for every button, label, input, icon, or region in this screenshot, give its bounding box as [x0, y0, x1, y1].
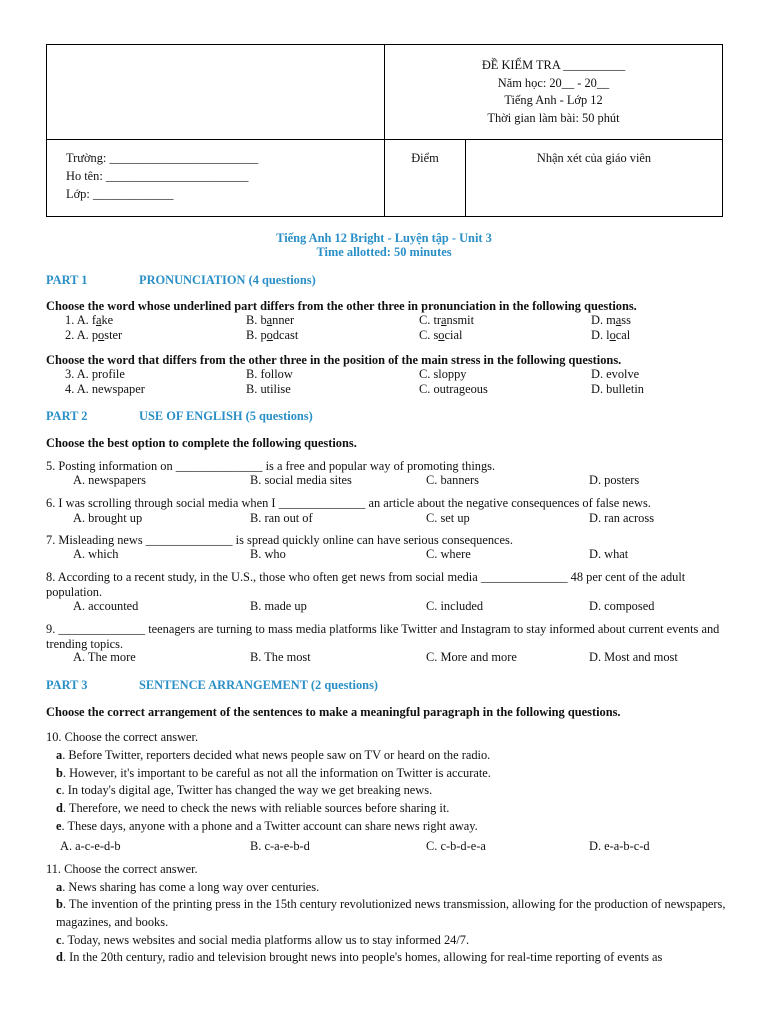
blank-cell: [47, 45, 385, 140]
part1-instruction-1: Choose the word whose underlined part differs from the other three in pronunciation in the following questions.: [46, 299, 637, 313]
q2-option-a[interactable]: 2. A. poster: [65, 328, 123, 342]
part3-heading: [46, 678, 379, 694]
q6-option-a[interactable]: A. brought up: [73, 511, 143, 525]
q10-option-d[interactable]: D. e-a-b-c-d: [589, 839, 650, 853]
school-field[interactable]: Trường: ________________________: [66, 151, 259, 165]
q5-option-d[interactable]: D. posters: [589, 473, 640, 487]
q9-option-d[interactable]: D. Most and most: [589, 650, 678, 664]
q4-option-d[interactable]: D. bulletin: [591, 382, 644, 396]
q11-sentence-c: c. Today, news websites and social media platforms allow us to stay informed 24/7.: [56, 933, 470, 947]
q10-sentence-b: b. However, it's important to be careful as not all the information on Twitter is accurate.: [56, 766, 491, 780]
comment-label: Nhận xét của giáo viên: [536, 151, 652, 165]
q10-option-c[interactable]: C. c-b-d-e-a: [426, 839, 486, 853]
part3-instruction: Choose the correct arrangement of the sentences to make a meaningful paragraph in the following questions.: [46, 705, 621, 719]
q6-option-c[interactable]: C. set up: [426, 511, 470, 525]
q7-option-c[interactable]: C. where: [426, 547, 471, 561]
part3-number: PART 3: [46, 678, 88, 692]
doc-title: Tiếng Anh 12 Bright - Luyện tập - Unit 3: [276, 231, 492, 245]
part1-heading: [46, 273, 316, 289]
q1-option-d[interactable]: D. mass: [591, 313, 631, 327]
q3-option-d[interactable]: D. evolve: [591, 367, 640, 381]
q10-sentence-d: d. Therefore, we need to check the news with reliable sources before sharing it.: [56, 801, 450, 815]
q7-text: 7. Misleading news ______________ is spread quickly online can have serious consequences.: [46, 533, 513, 547]
comment-cell: [466, 140, 723, 217]
q9-option-b[interactable]: B. The most: [250, 650, 311, 664]
part1-title: PRONUNCIATION (4 questions): [139, 273, 316, 287]
q1-option-a[interactable]: 1. A. fake: [65, 313, 114, 327]
q6-option-d[interactable]: D. ran across: [589, 511, 655, 525]
q7-option-b[interactable]: B. who: [250, 547, 286, 561]
q9-option-c[interactable]: C. More and more: [426, 650, 517, 664]
part1-number: PART 1: [46, 273, 88, 287]
exam-title: ĐỀ KIỂM TRA __________: [481, 58, 626, 72]
exam-header-table: [46, 44, 723, 217]
part1-instruction-2: Choose the word that differs from the other three in the position of the main stress in the following questions.: [46, 353, 622, 367]
student-info-cell: [47, 140, 385, 217]
q8-text: 8. According to a recent study, in the U.S., those who often get news from social media ______________ 48 per cent of the adult population.: [46, 570, 686, 599]
q7-option-d[interactable]: D. what: [589, 547, 629, 561]
q6-text: 6. I was scrolling through social media when I ______________ an article about the negative consequences of false news.: [46, 496, 651, 510]
q10-sentence-e: e. These days, anyone with a phone and a Twitter account can share news right away.: [56, 819, 478, 833]
q10-option-a[interactable]: A. a-c-e-d-b: [60, 839, 121, 853]
exam-info-cell: [385, 45, 723, 140]
q3-option-c[interactable]: C. sloppy: [419, 367, 467, 381]
part2-heading: [46, 409, 313, 425]
q3-option-b[interactable]: B. follow: [246, 367, 293, 381]
q11-sentence-b: b. The invention of the printing press in the 15th century revolutionized news transmission, allowing for the production of newspapers, magazines, and books.: [56, 897, 726, 929]
q3-option-a[interactable]: 3. A. profile: [65, 367, 125, 381]
q10-text: 10. Choose the correct answer.: [46, 730, 199, 744]
school-year: Năm học: 20__ - 20__: [497, 75, 610, 90]
q11-text: 11. Choose the correct answer.: [46, 862, 198, 876]
part2-instruction: Choose the best option to complete the following questions.: [46, 436, 357, 450]
q8-option-b[interactable]: B. made up: [250, 599, 307, 613]
q2-option-d[interactable]: D. local: [591, 328, 631, 342]
subject: Tiếng Anh - Lớp 12: [504, 93, 603, 108]
q2-option-c[interactable]: C. social: [419, 328, 463, 342]
q4-option-b[interactable]: B. utilise: [246, 382, 291, 396]
part2-title: USE OF ENGLISH (5 questions): [139, 409, 313, 423]
score-cell: [385, 140, 466, 217]
q5-option-c[interactable]: C. banners: [426, 473, 479, 487]
q1-option-c[interactable]: C. transmit: [419, 313, 475, 327]
q10-option-b[interactable]: B. c-a-e-b-d: [250, 839, 310, 853]
q4-option-c[interactable]: C. outrageous: [419, 382, 488, 396]
q10-sentence-a: a. Before Twitter, reporters decided what news people saw on TV or heard on the radio.: [56, 748, 491, 762]
q8-option-a[interactable]: A. accounted: [73, 599, 139, 613]
q5-option-b[interactable]: B. social media sites: [250, 473, 352, 487]
q2-option-b[interactable]: B. podcast: [246, 328, 299, 342]
time-allotted: Time allotted: 50 minutes: [316, 245, 452, 259]
q4-option-a[interactable]: 4. A. newspaper: [65, 382, 145, 396]
q5-option-a[interactable]: A. newspapers: [73, 473, 146, 487]
score-label: Điểm: [411, 151, 439, 165]
q11-sentence-d: d. In the 20th century, radio and television brought news into people's homes, allowing for real-time reporting of events as: [56, 950, 663, 964]
name-field[interactable]: Ho tên: _______________________: [66, 168, 249, 183]
q10-sentence-c: c. In today's digital age, Twitter has changed the way we get breaking news.: [56, 783, 433, 797]
part2-number: PART 2: [46, 409, 88, 423]
q7-option-a[interactable]: A. which: [73, 547, 119, 561]
q6-option-b[interactable]: B. ran out of: [250, 511, 313, 525]
q8-option-d[interactable]: D. composed: [589, 599, 655, 613]
q5-text: 5. Posting information on ______________ is a free and popular way of promoting things.: [46, 459, 496, 473]
q8-option-c[interactable]: C. included: [426, 599, 484, 613]
q9-option-a[interactable]: A. The more: [73, 650, 136, 664]
part3-title: SENTENCE ARRANGEMENT (2 questions): [139, 678, 379, 692]
duration: Thời gian làm bài: 50 phút: [487, 110, 620, 125]
q11-sentence-a: a. News sharing has come a long way over centuries.: [56, 880, 320, 894]
q1-option-b[interactable]: B. banner: [246, 313, 295, 327]
q9-text: 9. ______________ teenagers are turning to mass media platforms like Twitter and Instagram to stay informed about current events and trending topics.: [46, 622, 720, 651]
class-field[interactable]: Lớp: _____________: [66, 186, 174, 201]
